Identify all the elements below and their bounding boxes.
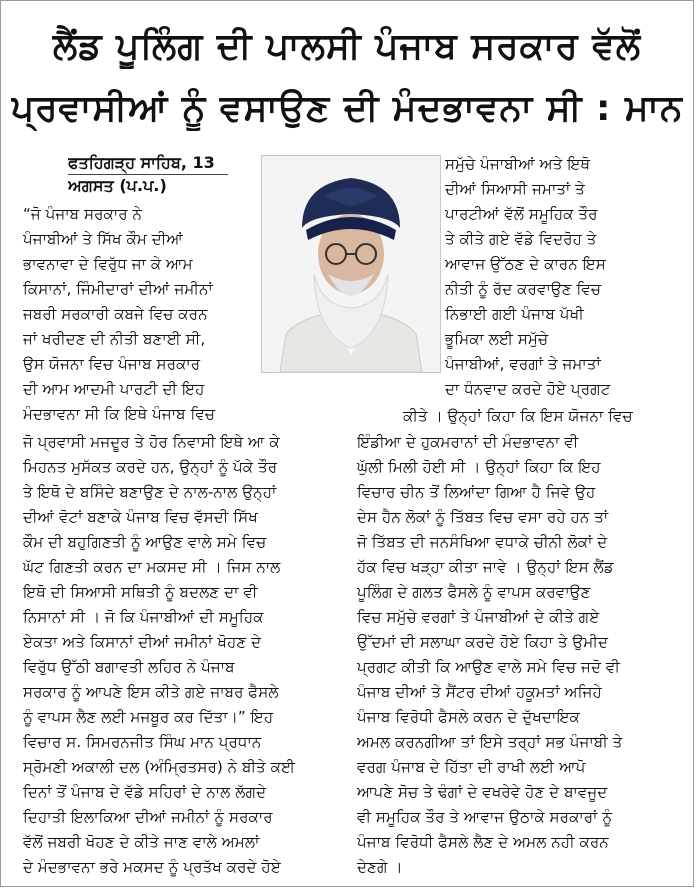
body-line: ਅਮਲ ਕਰਨਗੀਆ ਤਾਂ ਇਸੇ ਤਰ੍ਹਾਂ ਸਭ ਪੰਜਾਬੀ ਤੇ bbox=[357, 733, 623, 751]
body-line: ਦੇਸ ਹੈਨ ਲੋਕਾਂ ਨੂੰ ਤਿੱਬਤ ਵਿਚ ਵਸਾ ਰਹੇ ਹਨ ਤਾਂ bbox=[357, 508, 609, 526]
body-line: ਤੇ ਕੀਤੇ ਗਏ ਵੱਡੇ ਵਿਦਰੋਹ ਤੇ bbox=[445, 230, 597, 248]
body-line: ਪ੍ਰਗਟ ਕੀਤੀ ਕਿ ਆਉਣ ਵਾਲੇ ਸਮੇ ਵਿਚ ਜਦੋ ਵੀ bbox=[357, 658, 620, 676]
headline-line-1: ਲੈਂਡ ਪੂਲਿੰਗ ਦੀ ਪਾਲਸੀ ਪੰਜਾਬ ਸਰਕਾਰ ਵੱਲੋਂ bbox=[52, 26, 642, 67]
body-line: ਆਵਾਜ ਉੱਠਣ ਦੇ ਕਾਰਨ ਇਸ bbox=[445, 255, 606, 273]
body-line: ਇੰਡੀਆ ਦੇ ਹੁਕਮਰਾਨਾਂ ਦੀ ਮੰਦਭਾਵਨਾ ਵੀ bbox=[357, 433, 579, 451]
body-line: ਇਥੋ ਦੀ ਸਿਆਸੀ ਸਥਿਤੀ ਨੂੰ ਬਦਲਣ ਦਾ ਵੀ bbox=[23, 583, 258, 601]
body-line: ਉੱਦਮਾਂ ਦੀ ਸਲਾਘਾ ਕਰਦੇ ਹੋਏ ਕਿਹਾ ਤੇ ਉਮੀਦ bbox=[357, 633, 609, 651]
body-line: ਪਾਰਟੀਆਂ ਵੱਲੋਂ ਸਮੂਹਿਕ ਤੌਰ bbox=[445, 205, 598, 223]
body-line: ਵਿਚਾਰ ਚੀਨ ਤੋਂ ਲਿਆਂਦਾ ਗਿਆ ਹੈ ਜਿਵੇ ਉਹ bbox=[357, 483, 596, 501]
dateline-date: ਅਗਸਤ (ਪ.ਪ.) bbox=[68, 176, 167, 195]
body-line: ਆਪਣੇ ਸੋਚ ਤੇ ਢੰਗਾਂ ਦੇ ਵਖਰੇਵੇ ਹੋਣ ਦੇ ਬਾਵਜੂਦ bbox=[357, 783, 608, 801]
body-line: ਪੰਜਾਬ ਵਿਰੋਧੀ ਫੈਸਲੇ ਲੈਣ ਦੇ ਅਮਲ ਨਹੀ ਕਰਨ bbox=[357, 833, 609, 851]
body-line: ਏਕਤਾ ਅਤੇ ਕਿਸਾਨਾਂ ਦੀਆਂ ਜਮੀਨਾਂ ਖੋਹਣ ਦੇ bbox=[23, 633, 262, 651]
body-line: ਪੰਜਾਬੀਆਂ ਤੇ ਸਿੱਖ ਕੌਮ ਦੀਆਂ bbox=[23, 230, 183, 248]
body-line: ਕੀਤੇ । ਉਨ੍ਹਾਂ ਕਿਹਾ ਕਿ ਇਸ ਯੋਜਨਾ ਵਿਚ bbox=[403, 407, 633, 425]
body-line: ਤੇ ਇਥੋ ਦੇ ਬਸਿੰਦੇ ਬਣਾਉਣ ਦੇ ਨਾਲ-ਨਾਲ ਉਨ੍ਹਾਂ bbox=[23, 483, 277, 501]
body-line: ਸਮੁੱਚੇ ਪੰਜਾਬੀਆਂ ਅਤੇ ਇਥੋ bbox=[445, 155, 591, 173]
body-line: ਕਿਸਾਨਾਂ, ਜਿੰਮੀਦਾਰਾਂ ਦੀਆਂ ਜਮੀਨਾਂ bbox=[23, 280, 213, 298]
body-line: ਵੱਲੋਂ ਜਬਰੀ ਖੋਹਣ ਦੇ ਕੀਤੇ ਜਾਣ ਵਾਲੇ ਅਮਲਾਂ bbox=[23, 833, 260, 851]
body-line: ਭਾਵਨਾਵਾ ਦੇ ਵਿਰੁੱਧ ਜਾ ਕੇ ਆਮ bbox=[23, 255, 193, 273]
body-line: ਮਿਹਨਤ ਮੁਸੱਕਤ ਕਰਦੇ ਹਨ, ਉਨ੍ਹਾਂ ਨੂੰ ਪੱਕੇ ਤੌਰ bbox=[23, 458, 278, 476]
body-line: ਵਿਰੁੱਧ ਉੱਠੀ ਬਗਾਵਤੀ ਲਹਿਰ ਨੇ ਪੰਜਾਬ bbox=[23, 658, 235, 676]
body-line: ਪੰਜਾਬ ਦੀਆਂ ਤੇ ਸੈਂਟਰ ਦੀਆਂ ਹਕੂਮਤਾਂ ਅਜਿਹੇ bbox=[357, 683, 602, 701]
body-line: ਨੀਤੀ ਨੂੰ ਰੱਦ ਕਰਵਾਉਣ ਵਿਚ bbox=[445, 280, 602, 298]
body-line: ਨਿਸਾਨਾਂ ਸੀ । ਜੋ ਕਿ ਪੰਜਾਬੀਆਂ ਦੀ ਸਮੂਹਿਕ bbox=[23, 608, 264, 626]
body-line: ਦਾ ਧੰਨਵਾਦ ਕਰਦੇ ਹੋਏ ਪ੍ਰਗਟ bbox=[445, 380, 611, 398]
body-line: ਸਰਕਾਰ ਨੂੰ ਆਪਣੇ ਇਸ ਕੀਤੇ ਗਏ ਜਾਬਰ ਫੈਸਲੇ bbox=[23, 683, 279, 701]
body-line: ਪੰਜਾਬ ਵਿਰੋਧੀ ਫੈਸਲੇ ਕਰਨ ਦੇ ਦੁੱਖਦਾਇਕ bbox=[357, 708, 580, 726]
body-line: ਦਿਨਾਂ ਤੋਂ ਪੰਜਾਬ ਦੇ ਵੱਡੇ ਸਹਿਰਾਂ ਦੇ ਨਾਲ ਲੱਗਦੇ bbox=[23, 783, 267, 801]
body-line: ਜਬਰੀ ਸਰਕਾਰੀ ਕਬਜੇ ਵਿਚ ਕਰਨ bbox=[23, 305, 208, 323]
body-line: ਦਿਹਾਤੀ ਇਲਾਕਿਆ ਦੀਆਂ ਜਮੀਨਾਂ ਨੂੰ ਸਰਕਾਰ bbox=[23, 808, 273, 826]
body-line: ਕੌਮ ਦੀ ਬਹੁਗਿਣਤੀ ਨੂੰ ਆਉਣ ਵਾਲੇ ਸਮੇ ਵਿਚ bbox=[23, 533, 267, 551]
dateline-underline bbox=[68, 174, 228, 175]
portrait-photo-icon bbox=[262, 156, 440, 372]
body-line: ਮੰਦਭਾਵਨਾ ਸੀ ਕਿ ਇਥੇ ਪੰਜਾਬ ਵਿਚ bbox=[23, 405, 216, 423]
body-line: ਭੂਮਿਕਾ ਲਈ ਸਮੁੱਚੇ bbox=[445, 330, 549, 348]
body-line: ਜੋ ਤਿੱਬਤ ਦੀ ਜਨਸੰਖਿਆ ਵਧਾਕੇ ਚੀਨੀ ਲੋਕਾਂ ਦੇ bbox=[357, 533, 608, 551]
body-line: ਜਾਂ ਖਰੀਦਣ ਦੀ ਨੀਤੀ ਬਣਾਈ ਸੀ, bbox=[23, 330, 206, 348]
body-line: ਦੀਆਂ ਸਿਆਸੀ ਜਮਾਤਾਂ ਤੇ bbox=[445, 180, 585, 198]
body-line: ਵਿਚਾਰ ਸ. ਸਿਮਰਨਜੀਤ ਸਿੰਘ ਮਾਨ ਪ੍ਰਧਾਨ bbox=[23, 733, 262, 751]
body-line: ਦੀ ਆਮ ਆਦਮੀ ਪਾਰਟੀ ਦੀ ਇਹ bbox=[23, 380, 205, 398]
body-line: ਘੁੱਲੀ ਮਿਲੀ ਹੋਈ ਸੀ । ਉਨ੍ਹਾਂ ਕਿਹਾ ਕਿ ਇਹ bbox=[357, 458, 601, 476]
body-line: ਵਿਚ ਸਮੁੱਚੇ ਵਰਗਾਂ ਤੇ ਪੰਜਾਬੀਆਂ ਦੇ ਕੀਤੇ ਗਏ bbox=[357, 608, 600, 626]
body-line: ਜੋ ਪ੍ਰਵਾਸੀ ਮਜਦੂਰ ਤੇ ਹੋਰ ਨਿਵਾਸੀ ਇਥੇ ਆ ਕੇ bbox=[23, 433, 280, 451]
body-line: ਦੇ ਮੰਦਭਾਵਨਾ ਭਰੇ ਮਕਸਦ ਨੂੰ ਪ੍ਰਤੱਖ ਕਰਦੇ ਹੋਏ bbox=[23, 858, 281, 876]
body-line: ਦੇਣਗੇ । bbox=[357, 858, 403, 876]
body-line: ਸ੍ਰੋਮਣੀ ਅਕਾਲੀ ਦਲ (ਅੰਮ੍ਰਿਤਸਰ) ਨੇ ਬੀਤੇ ਕਈ bbox=[23, 758, 296, 776]
body-line: ਨਿਭਾਈ ਗਈ ਪੰਜਾਬ ਪੱਖੀ bbox=[445, 305, 584, 323]
portrait-photo bbox=[261, 155, 441, 373]
headline-line-2: ਪ੍ਰਵਾਸੀਆਂ ਨੂੰ ਵਸਾਉਣ ਦੀ ਮੰਦਭਾਵਨਾ ਸੀ : ਮਾਨ bbox=[11, 88, 683, 129]
body-line: ਘੱਟ ਗਿਣਤੀ ਕਰਨ ਦਾ ਮਕਸਦ ਸੀ । ਜਿਸ ਨਾਲ bbox=[23, 558, 281, 576]
body-line: “ਜੋ ਪੰਜਾਬ ਸਰਕਾਰ ਨੇ bbox=[23, 205, 142, 223]
dateline bbox=[68, 151, 248, 197]
body-line: ਵਰਗ ਪੰਜਾਬ ਦੇ ਹਿੱਤਾ ਦੀ ਰਾਖੀ ਲਈ ਆਪੋ bbox=[357, 758, 586, 776]
dateline-place: ਫਤਹਿਗੜ੍ਹ ਸਾਹਿਬ, 13 bbox=[68, 153, 215, 172]
body-line: ਹੱਕ ਵਿਚ ਖੜ੍ਹਾ ਕੀਤਾ ਜਾਵੇ । ਉਨ੍ਹਾਂ ਇਸ ਲੈਂਡ bbox=[357, 558, 614, 576]
body-line: ਨੂੰ ਵਾਪਸ ਲੈਣ ਲਈ ਮਜਬੂਰ ਕਰ ਦਿੱਤਾ।” ਇਹ bbox=[23, 708, 274, 726]
body-line: ਪੂਲਿੰਗ ਦੇ ਗਲਤ ਫੈਸਲੇ ਨੂੰ ਵਾਪਸ ਕਰਵਾਉਣ bbox=[357, 583, 591, 601]
body-line: ਪੰਜਾਬੀਆਂ, ਵਰਗਾਂ ਤੇ ਜਮਾਤਾਂ bbox=[445, 355, 601, 373]
body-line: ਵੀ ਸਮੂਹਿਕ ਤੌਰ ਤੇ ਆਵਾਜ ਉਠਾਕੇ ਸਰਕਾਰਾਂ ਨੂੰ bbox=[357, 808, 613, 826]
body-line: ਦੀਆਂ ਵੋਟਾਂ ਬਣਾਕੇ ਪੰਜਾਬ ਵਿਚ ਵੱਸਦੀ ਸਿੱਖ bbox=[23, 508, 258, 526]
body-line: ਉਸ ਯੋਜਨਾ ਵਿਚ ਪੰਜਾਬ ਸਰਕਾਰ bbox=[23, 355, 201, 373]
